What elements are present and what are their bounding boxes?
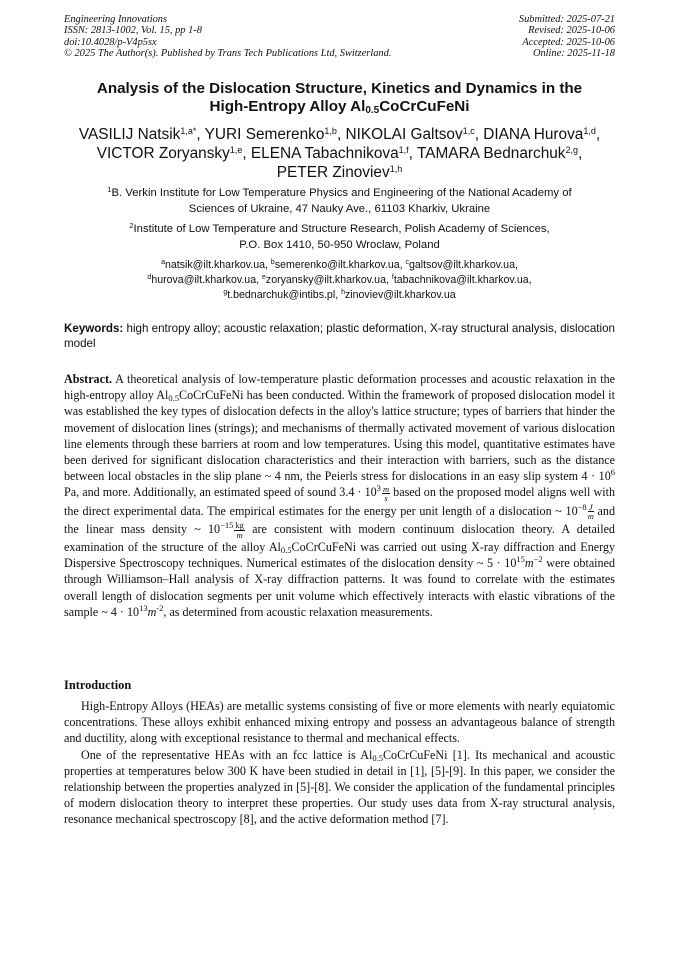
header-left	[64, 14, 391, 60]
abstract-text: CoCrCuFeNi was carried out using X-ray diffraction and Energy Dispersive Spectroscopy techniques. Numerical estimates of the dislocation density ~ 5 · 10	[64, 540, 616, 571]
email-marker: e	[261, 274, 266, 281]
email-sep: ,	[385, 274, 392, 286]
keywords-text: high entropy alloy; acoustic relaxation; plastic deformation, X-ray structural analysis, dislocation model	[64, 322, 615, 350]
author-name: PETER Zinoviev	[276, 164, 390, 181]
fraction-numerator: m	[382, 483, 390, 494]
introduction-paragraph-1: High-Entropy Alloys (HEAs) are metallic systems consisting of five or more elements with nearly equiatomic concentrations. These alloys exhibit enhanced mixing entropy and possess an advantageous balance of strength and ductility, along with exceptional resistance to thermal and mechanical effects.	[64, 699, 615, 746]
fraction-denominator: m	[587, 511, 594, 522]
abstract-text: were obtained through Williamson–Hall analysis of X-ray diffraction patterns. It was found to correlate with the estimates overall length of dislocation segments per unit volume which effectively interacts with elastic vibrations of the sample ~ 4 · 10	[64, 556, 616, 619]
fraction-denominator: m	[236, 529, 243, 540]
email-marker: b	[270, 259, 275, 266]
author-name: DIANA Hurova	[483, 126, 584, 143]
email-sep: ,	[265, 259, 271, 271]
author-sep: ,	[595, 126, 601, 143]
title-alloy-suffix: CoCrCuFeNi	[379, 98, 470, 115]
email-marker: f	[391, 274, 394, 281]
title-alloy-subscript: 0.5	[365, 105, 380, 116]
paragraph-text: One of the representative HEAs with an fcc lattice is Al	[81, 747, 373, 762]
email-address[interactable]: tabachnikova@ilt.kharkov.ua,	[393, 274, 532, 286]
abstract-text: , as determined from acoustic relaxation measurements.	[163, 604, 433, 619]
affiliation-text: Institute of Low Temperature and Structure Research, Polish Academy of Sciences,	[133, 223, 550, 235]
email-address[interactable]: hurova@ilt.kharkov.ua	[151, 274, 257, 286]
paper-title	[64, 80, 615, 120]
author-sep: ,	[196, 126, 205, 143]
fraction-numerator: kg	[235, 520, 244, 531]
email-address[interactable]: zoryansky@ilt.kharkov.ua	[265, 274, 386, 286]
fraction-denominator: s	[384, 493, 388, 504]
author-affil: 2,g	[565, 145, 579, 155]
exponent: -2	[156, 602, 164, 613]
exponent: −2	[533, 554, 543, 565]
keywords-label: Keywords:	[64, 322, 124, 335]
abstract-text: Pa, and more. Additionally, an estimated speed of sound 3.4 · 10	[64, 485, 377, 500]
unit-fraction	[382, 485, 390, 503]
author-sep: ,	[336, 126, 346, 143]
abstract-label: Abstract.	[64, 372, 113, 386]
email-address[interactable]: semerenko@ilt.kharkov.ua	[274, 259, 400, 271]
unit-symbol: m	[524, 556, 534, 571]
alloy-subscript: 0.5	[372, 752, 383, 763]
copyright-notice: © 2025 The Author(s). Published by Trans Tech Publications Ltd, Switzerland.	[64, 48, 392, 60]
exponent: −8	[577, 501, 587, 512]
introduction-heading: Introduction	[64, 678, 132, 692]
header-right	[519, 14, 615, 60]
title-line-2	[64, 98, 615, 120]
email-address[interactable]: t.bednarchuk@intibs.pl	[227, 289, 336, 301]
author-sep: ,	[474, 126, 484, 143]
email-marker: d	[147, 274, 152, 281]
online-date: Online: 2025-11-18	[532, 48, 615, 60]
revised-date: Revised: 2025-10-06	[528, 25, 615, 37]
accepted-date: Accepted: 2025-10-06	[522, 36, 615, 48]
keywords	[64, 321, 615, 351]
journal-issn: ISSN: 2813-1002, Vol. 15, pp 1-8	[64, 25, 202, 37]
author-name: VASILIJ Natsik	[78, 126, 181, 143]
email-marker: a	[161, 259, 165, 266]
title-alloy-prefix: High-Entropy Alloy Al	[209, 98, 366, 115]
abstract-text: based on the proposed model aligns well with the direct experimental data. The empirical estimates for the energy per unit length of a dislocation ~ 10	[64, 485, 615, 518]
introduction-paragraph-2	[64, 747, 615, 828]
author-affil: 1,f	[398, 145, 409, 155]
email-sep: ,	[256, 274, 262, 286]
unit-fraction	[234, 521, 245, 539]
submitted-date: Submitted: 2025-07-21	[518, 14, 615, 25]
author-sep: ,	[578, 145, 583, 162]
title-line-1: Analysis of the Dislocation Structure, Kinetics and Dynamics in the	[96, 80, 583, 97]
author-affil: 1,h	[389, 164, 403, 174]
email-marker: c	[405, 259, 410, 266]
author-name: YURI Semerenko	[204, 126, 325, 143]
affiliation-marker: 1	[107, 185, 112, 194]
author-name: TAMARA Bednarchuk	[416, 145, 566, 162]
author-affil: 1,e	[229, 145, 243, 155]
alloy-subscript: 0.5	[280, 545, 292, 556]
author-affil: 1,b	[324, 126, 337, 136]
journal-doi[interactable]: doi:10.4028/p-V4p5sx	[64, 36, 157, 48]
paragraph-text: CoCrCuFeNi [1]. Its mechanical and acoustic properties at temperatures below 300 K have been studied in detail in [1], [5]-[9]. In this paper, we consider the relationship between the properties analyzed in [5]-[8]. We consider the application of the fundamental principles of modern dislocation theory to interpret these properties. Our study uses data from X-ray structural analysis, resonance mechanical spectroscopy [8], and the active deformation method [7].	[64, 747, 615, 827]
email-marker: h	[341, 289, 345, 296]
alloy-subscript: 0.5	[168, 393, 180, 404]
email-address[interactable]: natsik@ilt.kharkov.ua	[164, 259, 266, 271]
author-list	[64, 125, 615, 182]
exponent: 13	[139, 602, 148, 613]
affiliation-marker: 2	[129, 221, 134, 230]
email-list	[64, 258, 615, 303]
author-name: NIKOLAI Galtsov	[345, 126, 463, 143]
affiliation-text: Sciences of Ukraine, 47 Nauky Ave., 61103 Kharkiv, Ukraine	[188, 202, 491, 215]
email-marker: g	[223, 289, 228, 296]
abstract	[64, 371, 615, 620]
exponent: −15	[220, 519, 234, 530]
affiliation-1	[64, 186, 615, 217]
author-affil: 1,d	[583, 126, 596, 136]
fraction-numerator: J	[588, 501, 593, 512]
affiliation-text: B. Verkin Institute for Low Temperature Physics and Engineering of the National Academy of	[111, 187, 572, 199]
abstract-text: CoCrCuFeNi has been conducted. Within the framework of proposed dislocation model it was established the key types of dislocation defects in the alloy's lattice structure; types of barriers that hinder the movement of dislocation lines (strings); and mechanisms of thermally activated movement of various dislocation line elements through these barriers at room and low temperatures. Using this model, quantitative estimates have been derived for significant dislocation characteristics and their interaction with barriers, such as the distance between local obstacles in the slip plane ~ 4 nm, the Peierls stress for dislocations in an easy slip system 4 · 10	[64, 388, 615, 484]
author-affil: 1,a*	[180, 126, 197, 136]
email-address[interactable]: zinoviev@ilt.kharkov.ua	[344, 289, 456, 301]
journal-name: Engineering Innovations	[64, 14, 168, 25]
email-address[interactable]: galtsov@ilt.kharkov.ua,	[409, 259, 518, 271]
email-sep: ,	[335, 289, 342, 301]
affiliation-2	[64, 222, 615, 253]
author-sep: ,	[242, 145, 251, 162]
affiliation-text: P.O. Box 1410, 50-950 Wroclaw, Poland	[239, 238, 440, 251]
email-sep: ,	[399, 259, 406, 271]
author-affil: 1,c	[462, 126, 475, 136]
exponent: 3	[376, 483, 381, 494]
abstract-text: A theoretical analysis of low-temperature plastic deformation processes and acoustic relaxation in the high-entropy alloy Al	[64, 372, 615, 403]
abstract-text: are consistent with modern continuum dislocation theory. A detailed examination of the structure of the alloy Al	[64, 521, 615, 555]
author-sep: ,	[408, 145, 417, 162]
abstract-text: and the linear mass density ~ 10	[64, 503, 615, 536]
author-name: VICTOR Zoryansky	[96, 145, 230, 162]
exponent: 15	[516, 554, 525, 565]
unit-symbol: m	[147, 604, 157, 619]
author-name: ELENA Tabachnikova	[250, 145, 399, 162]
exponent: 6	[610, 467, 615, 478]
introduction-body	[64, 698, 615, 828]
